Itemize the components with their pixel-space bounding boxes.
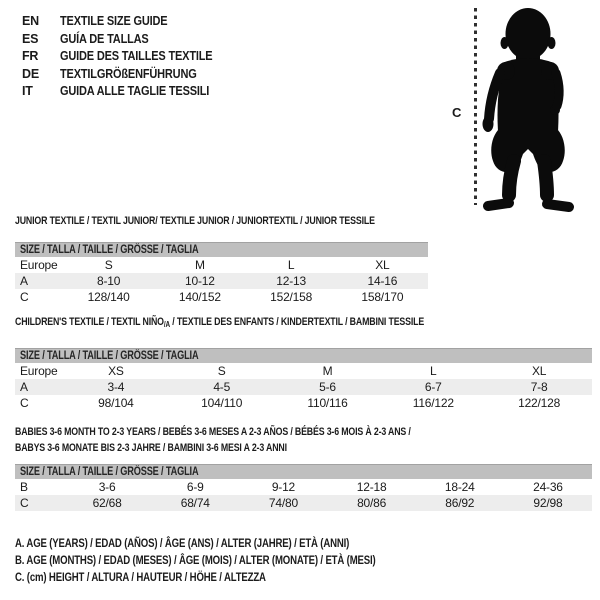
row-label: C: [20, 396, 29, 410]
height-cell: 116/122: [412, 396, 454, 410]
language-code: EN: [22, 14, 39, 28]
toddler-silhouette-icon: [466, 3, 596, 215]
age-cell: 5-6: [319, 380, 336, 394]
language-label: GUIDE DES TAILLES TEXTILE: [60, 49, 213, 63]
language-row: [22, 13, 233, 31]
section-title-babies-line1: [15, 426, 510, 438]
footnote-a-text: A. AGE (YEARS) / EDAD (AÑOS) / ÂGE (ANS) / ALTER (JAHRE) / ETÀ (ANNI): [15, 536, 350, 550]
size-cell: XL: [531, 364, 547, 378]
age-cell: 7-8: [530, 380, 548, 394]
table-header-text: SIZE / TALLA / TAILLE / GRÖSSE / TAGLIA: [20, 466, 199, 478]
row-label: B: [20, 480, 28, 494]
table-header-bar: [15, 348, 592, 363]
language-label: GUIDA ALLE TAGLIE TESSILI: [60, 84, 210, 98]
language-label: TEXTILE SIZE GUIDE: [60, 14, 168, 28]
table-row-height: [15, 395, 592, 411]
language-label: GUÍA DE TALLAS: [60, 31, 149, 46]
table-row-height: [15, 289, 428, 305]
row-label: A: [20, 380, 28, 394]
age-cell: 6-9: [186, 480, 204, 494]
age-cell: 18-24: [444, 480, 475, 494]
age-cell: 12-13: [276, 274, 306, 288]
footnotes: [15, 535, 466, 586]
table-row-age: [15, 379, 592, 395]
size-cell: L: [430, 364, 437, 378]
height-cell: 122/128: [518, 396, 561, 410]
language-code: IT: [22, 84, 33, 98]
measure-label-c: C: [452, 105, 462, 120]
language-label: TEXTILGRÖßENFÜHRUNG: [60, 66, 197, 81]
language-row: [22, 31, 233, 49]
age-cell: 4-5: [213, 380, 231, 394]
section-title-junior-text: JUNIOR TEXTILE / TEXTIL JUNIOR/ TEXTILE JUNIOR / JUNIORTEXTIL / JUNIOR TESSILE: [15, 215, 375, 227]
table-row-sizes: [15, 257, 428, 273]
language-code: ES: [22, 31, 39, 46]
row-label: C: [20, 290, 29, 304]
age-cell: 8-10: [97, 274, 121, 288]
section-title-babies-text1: BABIES 3-6 MONTH TO 2-3 YEARS / BEBÉS 3-6 MESES A 2-3 AÑOS / BÉBÉS 3-6 MOIS À 2-3 ANS /: [15, 426, 411, 438]
table-header-text: SIZE / TALLA / TAILLE / GRÖSSE / TAGLIA: [20, 244, 199, 256]
height-cell: 68/74: [180, 496, 210, 510]
age-cell: 14-16: [367, 274, 398, 288]
footnote-a: [15, 535, 466, 552]
language-list: [22, 13, 233, 101]
section-title-children: [15, 316, 526, 329]
height-cell: 110/116: [307, 396, 348, 410]
age-cell: 10-12: [185, 274, 215, 288]
row-label: A: [20, 274, 28, 288]
row-label: Europe: [20, 364, 58, 378]
size-cell: M: [194, 258, 205, 272]
row-label: C: [20, 496, 29, 510]
table-header-bar: [15, 242, 428, 257]
height-cell: 98/104: [98, 396, 134, 410]
height-cell: 152/158: [270, 290, 313, 304]
height-cell: 92/98: [533, 496, 563, 510]
height-cell: 62/68: [92, 496, 122, 510]
language-code: DE: [22, 66, 39, 81]
age-cell: 9-12: [271, 480, 296, 494]
table-row-sizes: [15, 363, 592, 379]
language-row: [22, 66, 233, 84]
size-table-junior: [15, 242, 428, 305]
age-cell: 6-7: [424, 380, 442, 394]
title-part: CHILDREN'S TEXTILE / TEXTIL NIÑO: [15, 316, 164, 328]
table-header-bar: [15, 464, 592, 479]
size-cell: S: [217, 364, 226, 378]
size-cell: XS: [108, 364, 124, 378]
section-title-junior: [15, 215, 465, 227]
language-code: FR: [22, 49, 39, 63]
size-table-babies: [15, 464, 592, 511]
table-row-age: [15, 273, 428, 289]
height-cell: 104/110: [201, 396, 243, 410]
row-label: Europe: [20, 258, 58, 272]
age-cell: 12-18: [356, 480, 387, 494]
section-title-children-text: [15, 316, 424, 329]
table-row-age-months: [15, 479, 592, 495]
footnote-c-text: C. (cm) HEIGHT / ALTURA / HAUTEUR / HÖHE / ALTEZZA: [15, 570, 266, 584]
age-cell: 24-36: [533, 480, 563, 494]
footnote-c: [15, 569, 466, 586]
age-cell: 3-4: [107, 380, 125, 394]
section-title-babies-text2: BABYS 3-6 MONATE BIS 2-3 JAHRE / BAMBINI 3-6 MESI A 2-3 ANNI: [15, 442, 287, 454]
height-cell: 140/152: [178, 290, 221, 304]
section-title-babies-line2: [15, 442, 355, 454]
height-cell: 80/86: [357, 496, 387, 510]
age-cell: 3-6: [98, 480, 116, 494]
height-cell: 86/92: [445, 496, 475, 510]
title-subscript: /A: [163, 320, 170, 329]
size-cell: XL: [375, 258, 390, 272]
size-table-children: [15, 348, 592, 411]
language-row: [22, 48, 233, 66]
size-cell: S: [104, 258, 113, 272]
title-part: / TEXTILE DES ENFANTS / KINDERTEXTIL / BAMBINI TESSILE: [169, 316, 425, 328]
table-row-height: [15, 495, 592, 511]
table-header-text: SIZE / TALLA / TAILLE / GRÖSSE / TAGLIA: [20, 350, 199, 362]
height-cell: 128/140: [87, 290, 130, 304]
height-cell: 158/170: [361, 290, 404, 304]
height-cell: 74/80: [268, 496, 298, 510]
language-row: [22, 83, 233, 101]
footnote-b-text: B. AGE (MONTHS) / EDAD (MESES) / ÂGE (MOIS) / ALTER (MONATE) / ETÀ (MESI): [15, 553, 376, 567]
footnote-b: [15, 552, 466, 569]
size-cell: L: [287, 258, 295, 272]
size-cell: M: [322, 364, 333, 378]
